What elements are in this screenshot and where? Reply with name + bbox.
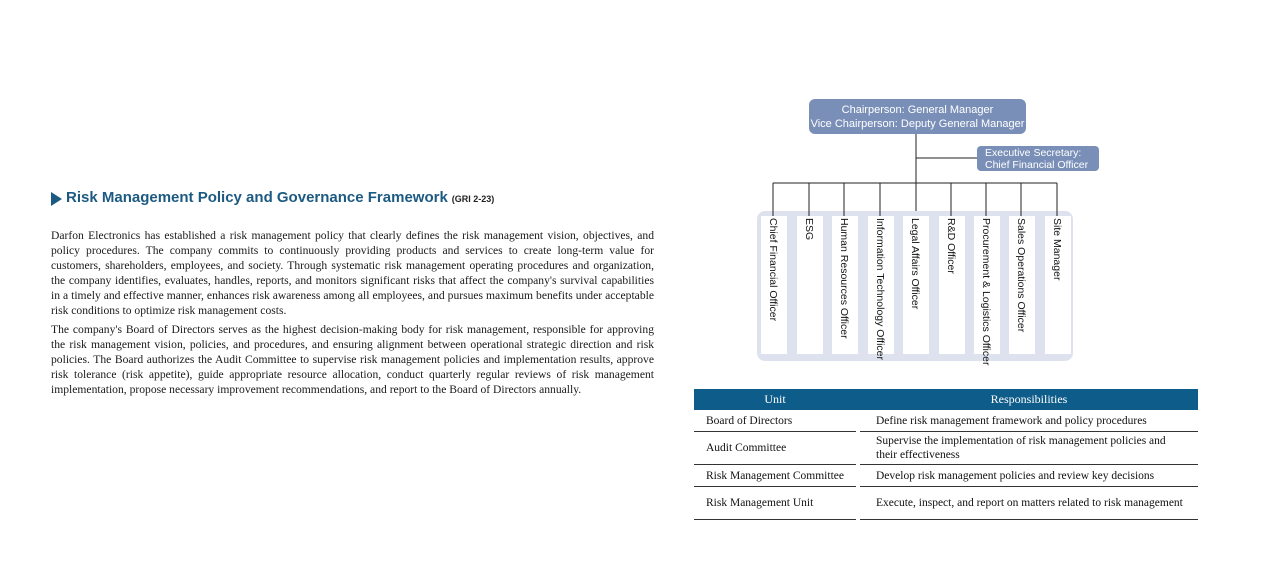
section-title-text: Risk Management Policy and Governance Framework: [66, 189, 448, 206]
paragraph-board: The company's Board of Directors serves as the highest decision-making body for risk management, responsible for approving the risk management vision, policies, and procedures, and ensuring alignment between operational strategic direction and risk policies. The Board authorizes the Audit Committee to supervise risk management policies and implementation results, approve risk tolerance (risk appetite), guide appropriate resource allocation, conduct quarterly regular reviews of risk management implementation, propose necessary improvement recommendations, and report to the Board of Directors annually.: [51, 323, 654, 397]
section-heading: [51, 189, 651, 211]
responsibility-cell: Develop risk management policies and review key decisions: [860, 465, 1198, 487]
responsibilities-table: [694, 389, 1198, 520]
officer-label: ESG: [803, 218, 815, 241]
officer-label: Chief Financial Officer: [767, 218, 779, 322]
responsibility-cell: Execute, inspect, and report on matters related to risk management: [860, 487, 1198, 520]
header-responsibilities: Responsibilities: [860, 389, 1198, 410]
officer-column: [797, 216, 823, 354]
officer-label: Sales Operations Officer: [1015, 218, 1027, 333]
gri-reference: (GRI 2-23): [451, 194, 495, 204]
triangle-bullet-icon: [51, 192, 62, 206]
officer-column: [832, 216, 858, 354]
unit-cell: Board of Directors: [694, 410, 856, 432]
chairperson-label: Chairperson: General Manager: [841, 103, 994, 116]
officer-column: [868, 216, 894, 361]
header-unit: Unit: [694, 389, 856, 410]
section-title: [66, 189, 494, 206]
table-row: [694, 465, 1198, 487]
responsibility-cell: Define risk management framework and policy procedures: [860, 410, 1198, 432]
responsibility-cell: Supervise the implementation of risk management policies and their effectiveness: [860, 432, 1198, 465]
chairperson-box: [809, 99, 1026, 134]
unit-cell: Audit Committee: [694, 432, 856, 465]
secretary-role: Chief Financial Officer: [985, 158, 1089, 171]
officer-column: [1045, 216, 1071, 354]
secretary-title: Executive Secretary:: [985, 146, 1082, 159]
officer-label: Legal Affairs Officer: [909, 218, 921, 310]
officer-column: [903, 216, 929, 354]
paragraph-policy: Darfon Electronics has established a risk management policy that clearly defines the risk management vision, objectives, and policy procedures. The company commits to continuously providing products and services to create long-term value for customers, shareholders, employees, and society. Through systematic risk management operating procedures and organization, the company identifies, evaluates, handles, reports, and monitors significant risks that affect the company's survival capabilities in a timely and effective manner, enhances risk awareness among all employees, and pursues maximum benefits under acceptable risk conditions to optimize risk management costs.: [51, 229, 654, 318]
officer-label: Human Resources Officer: [838, 218, 850, 339]
unit-cell: Risk Management Unit: [694, 487, 856, 520]
officer-label: Information Technology Officer: [874, 218, 886, 361]
officer-column: [939, 216, 965, 354]
executive-secretary-box: [977, 146, 1099, 171]
officer-column: [761, 216, 787, 354]
officer-label: Procurement & Logistics Officer: [980, 218, 992, 366]
table-row: [694, 487, 1198, 520]
officer-label: Site Manager: [1051, 218, 1063, 281]
vice-chairperson-label: Vice Chairperson: Deputy General Manager: [810, 117, 1025, 130]
officer-column: [974, 216, 1000, 366]
table-row: [694, 410, 1198, 432]
table-row: [694, 432, 1198, 465]
table-header-row: [694, 389, 1198, 410]
officer-label: R&D Officer: [945, 218, 957, 274]
officer-column: [1009, 216, 1035, 354]
unit-cell: Risk Management Committee: [694, 465, 856, 487]
